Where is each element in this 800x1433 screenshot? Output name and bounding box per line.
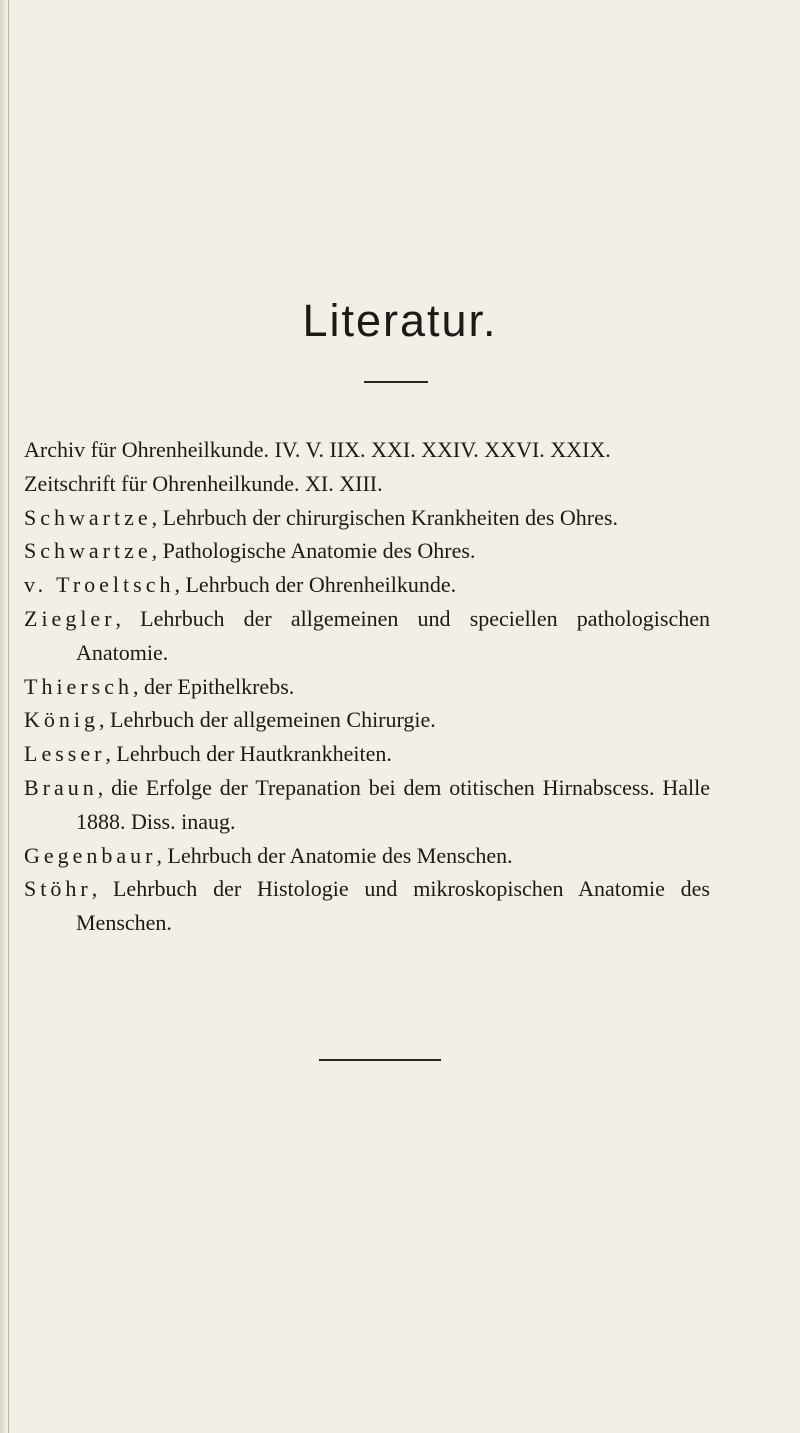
reference-text: Archiv für Ohrenheilkunde. IV. V. IIX. XXI. XXIV. XXVI. XXIX. [24, 437, 611, 462]
reference-author: Ziegler [24, 605, 116, 631]
reference-author: Lesser [24, 741, 106, 767]
reference-item [0, 433, 800, 467]
reference-text: , Pathologische Anatomie des Ohres. [151, 538, 476, 564]
reference-text: , Lehrbuch der Hautkrankheiten. [105, 741, 392, 767]
reference-text: , der Epithelkrebs. [132, 673, 295, 699]
reference-item [0, 602, 800, 670]
reference-item [0, 771, 800, 839]
reference-item [0, 737, 800, 771]
reference-list [0, 433, 800, 940]
title-rule [364, 381, 428, 383]
reference-text: , Lehrbuch der chirurgischen Krankheiten des Ohres. [151, 504, 618, 530]
closing-rule [319, 1059, 441, 1061]
reference-author: Schwartze [24, 538, 152, 564]
reference-author: König [24, 707, 99, 733]
reference-text: , Lehrbuch der Anatomie des Menschen. [156, 842, 513, 868]
reference-text: Zeitschrift für Ohrenheilkunde. XI. XIII. [24, 470, 383, 496]
page-title: Literatur. [302, 295, 498, 346]
reference-author: Gegenbaur [24, 842, 157, 868]
reference-text: , Lehrbuch der allgemeinen Chirurgie. [99, 707, 436, 733]
reference-author: v. Troeltsch [24, 572, 175, 598]
reference-text: , Lehrbuch der Histologie und mikroskopischen Anatomie des Menschen. [76, 876, 710, 936]
reference-item [0, 501, 800, 535]
reference-author: Thiersch [24, 673, 133, 699]
reference-item [0, 568, 800, 602]
reference-author: Schwartze [24, 504, 152, 530]
reference-item [0, 467, 800, 501]
reference-item [0, 839, 800, 873]
reference-item [0, 534, 800, 568]
reference-item [0, 670, 800, 704]
reference-author: Braun [24, 774, 98, 800]
reference-item [0, 703, 800, 737]
reference-text: , Lehrbuch der Ohrenheilkunde. [174, 572, 457, 598]
reference-text: , Lehrbuch der allgemeinen und speciellen pathologischen Anatomie. [76, 605, 710, 665]
reference-author: Stöhr [24, 876, 92, 902]
reference-item [0, 872, 800, 940]
reference-text: , die Erfolge der Trepanation bei dem otitischen Hirnabscess. Halle 1888. Diss. inaug. [76, 774, 710, 834]
